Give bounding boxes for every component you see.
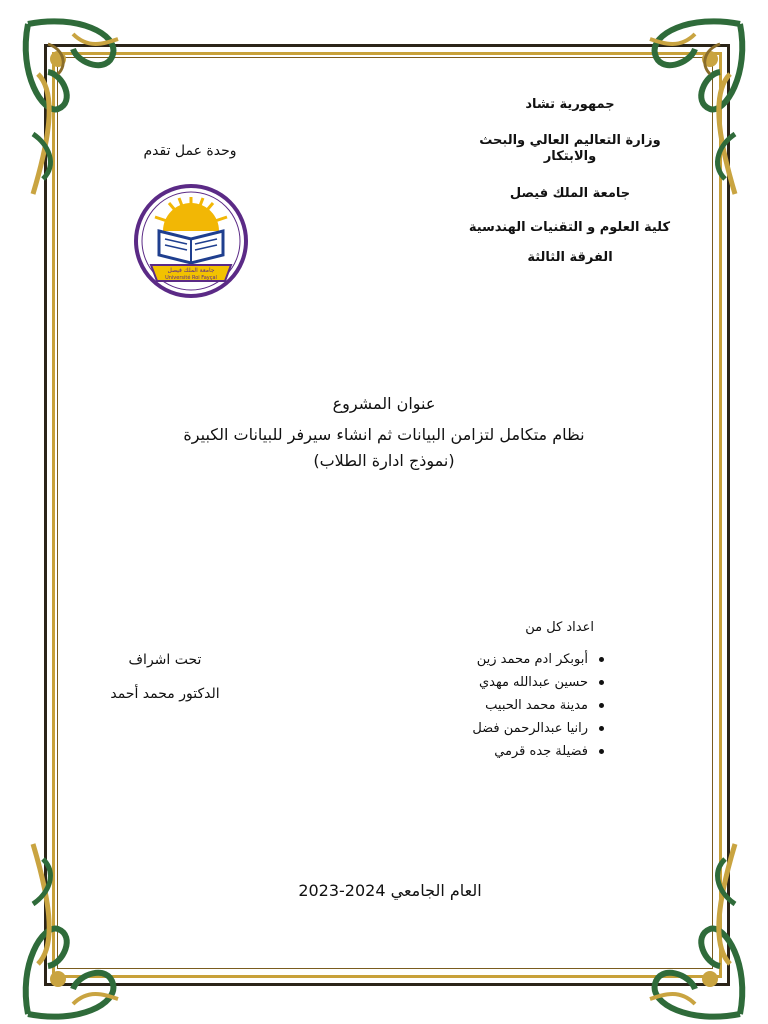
- header-country: جمهورية تشاد: [525, 97, 615, 112]
- bullet-icon: [599, 726, 604, 731]
- list-item: مدينة محمد الحبيب: [420, 694, 604, 717]
- supervisor-name: الدكتور محمد أحمد: [110, 686, 220, 702]
- project-heading: عنوان المشروع: [332, 394, 436, 413]
- list-item: رانيا عبدالرحمن فضل: [420, 717, 604, 740]
- bullet-icon: [599, 680, 604, 685]
- list-item: أبوبكر ادم محمد زين: [420, 648, 604, 671]
- header-year-level: الفرقة الثالثة: [527, 250, 613, 265]
- corner-ornament-bottom-left: [18, 834, 128, 1024]
- project-subtitle: (نموذج ادارة الطلاب): [313, 451, 455, 470]
- academic-year-label: العام الجامعي: [390, 881, 482, 900]
- header-ministry: [470, 133, 670, 165]
- logo-banner-en: Université Roi Fayçal: [165, 275, 217, 281]
- logo-banner-ar: جامعة الملك فيصل: [167, 267, 215, 274]
- list-item: فضيلة جده قرمي: [420, 740, 604, 763]
- header-college: كلية العلوم و التقنيات الهندسية: [468, 220, 670, 235]
- bullet-icon: [599, 749, 604, 754]
- supervision-heading: تحت اشراف: [128, 652, 202, 668]
- header-university: جامعة الملك فيصل: [509, 186, 631, 201]
- header-ministry-line2: والابتكار: [543, 149, 597, 164]
- bullet-icon: [599, 703, 604, 708]
- academic-year-value: 2023-2024: [298, 881, 386, 900]
- team-heading: اعداد كل من: [525, 620, 594, 635]
- corner-ornament-bottom-right: [640, 834, 750, 1024]
- list-item: حسين عبدالله مهدي: [420, 671, 604, 694]
- corner-ornament-top-left: [18, 14, 128, 204]
- header-ministry-line1: وزارة التعاليم العالي والبحث: [479, 133, 661, 148]
- university-logo: [133, 183, 249, 299]
- team-members-list: [420, 648, 604, 763]
- header-unit: وحدة عمل تقدم: [143, 143, 237, 159]
- academic-year: [270, 881, 510, 900]
- bullet-icon: [599, 657, 604, 662]
- project-title: نظام متكامل لتزامن البيانات ثم انشاء سيرفر للبيانات الكبيرة: [183, 425, 585, 444]
